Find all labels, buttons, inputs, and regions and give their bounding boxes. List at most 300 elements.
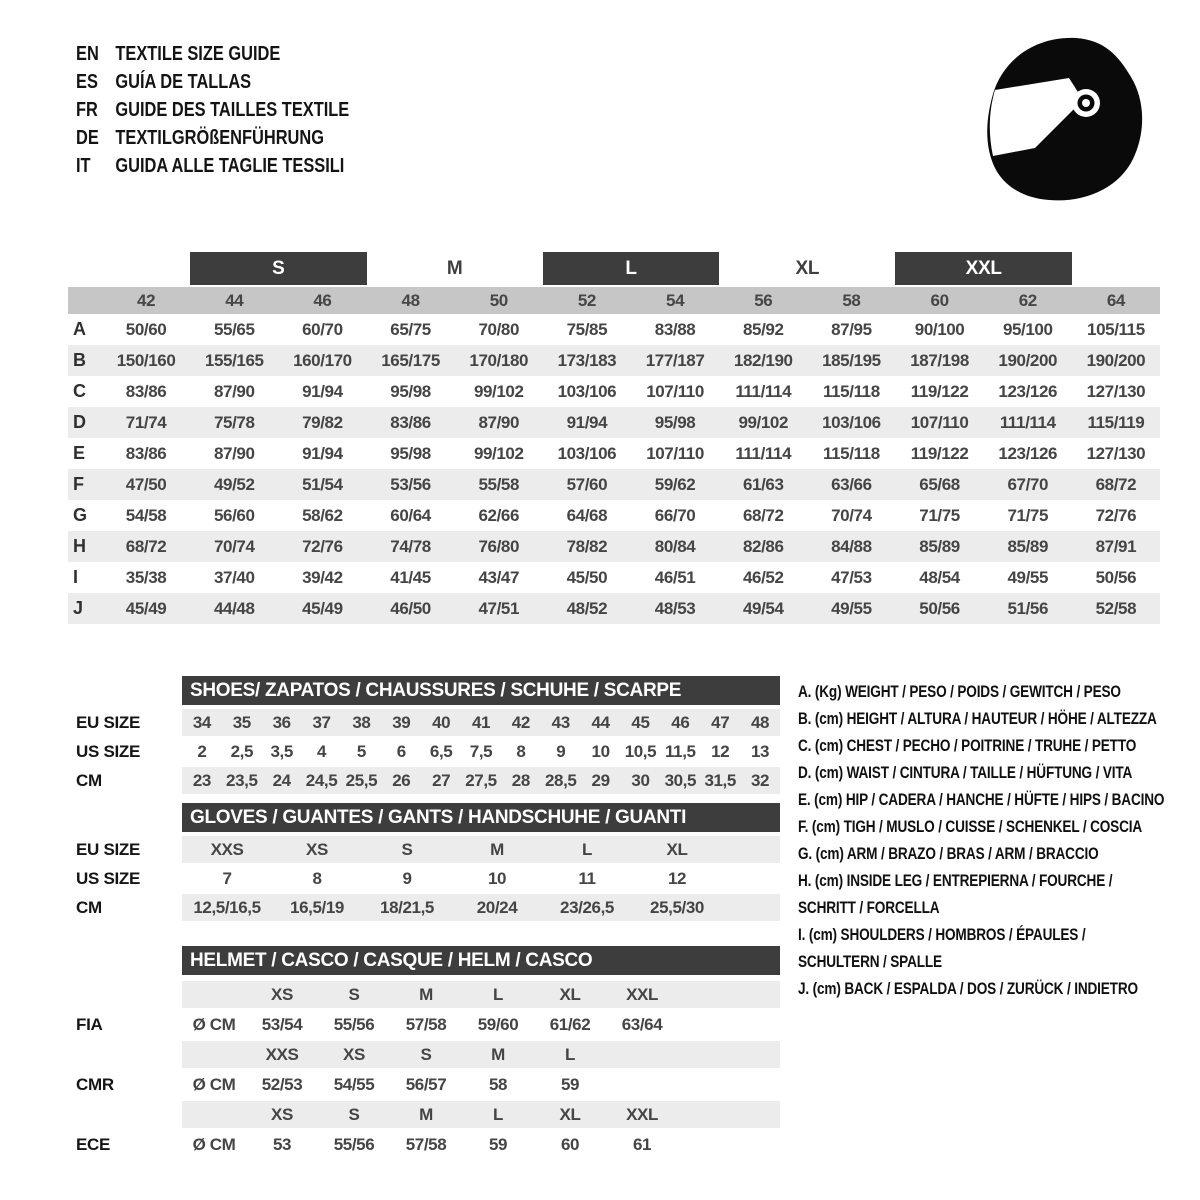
language-code: EN — [76, 43, 99, 65]
helmet-unit-cell: Ø CM — [192, 1014, 236, 1034]
helmet-size-cell: XL — [559, 984, 581, 1004]
helmet-value-cell: 52/53 — [261, 1074, 303, 1094]
helmet-value-cell: 55/56 — [333, 1134, 375, 1154]
size-value-cell: 115/118 — [823, 381, 880, 401]
helmet-standard-label: FIA — [76, 1014, 103, 1034]
language-title: TEXTILE SIZE GUIDE — [115, 43, 281, 65]
legend-item: G. (cm) ARM / BRAZO / BRAS / ARM / BRACCIO — [798, 844, 1099, 863]
size-value-cell: 111/114 — [735, 443, 792, 463]
shoes-cell: 30,5 — [664, 770, 697, 790]
helmet-size-cell: XL — [559, 1104, 581, 1124]
helmet-size-cell: L — [493, 984, 503, 1004]
helmet-size-cell: XXS — [265, 1044, 299, 1064]
shoes-cell: 6,5 — [429, 741, 453, 761]
row-label: US SIZE — [76, 868, 141, 888]
size-value-cell: 95/98 — [390, 443, 431, 463]
size-band-xl: XL — [795, 257, 820, 279]
size-value-cell: 182/190 — [733, 350, 793, 370]
size-value-cell: 76/80 — [478, 536, 520, 556]
gloves-cell: 16,5/19 — [290, 897, 344, 917]
shoes-cell: 37 — [312, 712, 331, 732]
helmet-value-cell: 59 — [488, 1134, 508, 1154]
size-value-cell: 187/198 — [910, 350, 969, 370]
gloves-cell: XS — [306, 839, 328, 859]
helmet-value-cell: 56/57 — [405, 1074, 447, 1094]
shoes-strip — [182, 767, 780, 794]
row-label: CM — [76, 897, 102, 917]
size-value-cell: 46/52 — [742, 567, 784, 587]
size-band-row — [68, 252, 1160, 285]
shoes-cell: 5 — [356, 741, 366, 761]
shoes-cell: 10 — [591, 741, 610, 761]
size-value-cell: 65/68 — [919, 474, 960, 494]
row-label: EU SIZE — [76, 712, 141, 732]
size-value-cell: 37/40 — [213, 567, 255, 587]
shoes-cell: 36 — [272, 712, 291, 732]
size-value-cell: 59/62 — [654, 474, 696, 494]
gloves-row — [68, 865, 780, 892]
language-row-it — [76, 152, 349, 180]
size-value-cell: 48/52 — [566, 598, 608, 618]
size-value-cell: 185/195 — [822, 350, 881, 370]
size-value-cell: 103/106 — [557, 381, 617, 401]
shoes-cell: 8 — [516, 741, 526, 761]
helmet-value-cell: 59/60 — [477, 1014, 519, 1034]
row-letter: B — [73, 350, 86, 370]
legend-item: C. (cm) CHEST / PECHO / POITRINE / TRUHE / PETTO — [798, 736, 1137, 755]
legend-item: I. (cm) SHOULDERS / HOMBROS / ÉPAULES / SCHULTERN / SPALLE — [798, 925, 1086, 971]
size-value-cell: 75/85 — [566, 319, 608, 339]
size-value-cell: 70/80 — [478, 319, 520, 339]
size-value-cell: 190/200 — [998, 350, 1058, 370]
shoes-cell: 13 — [751, 741, 770, 761]
size-value-cell: 46/51 — [654, 567, 696, 587]
shoes-row — [68, 767, 780, 794]
size-value-cell: 107/110 — [910, 412, 969, 432]
size-value-cell: 91/94 — [566, 412, 608, 432]
size-value-cell: 67/70 — [1007, 474, 1049, 494]
language-block — [76, 40, 409, 180]
size-value-cell: 119/122 — [910, 381, 969, 401]
row-letter: G — [73, 505, 87, 525]
shoes-cell: 7,5 — [469, 741, 493, 761]
size-value-cell: 87/90 — [213, 381, 255, 401]
size-value-cell: 99/102 — [473, 381, 524, 401]
size-value-cell: 87/91 — [1095, 536, 1137, 556]
visor-pivot-center — [1082, 99, 1090, 107]
size-column-header: 60 — [930, 290, 949, 310]
helmet-size-cell: S — [348, 984, 360, 1004]
language-title: GUÍA DE TALLAS — [115, 71, 252, 93]
helmet-value-cell: 59 — [560, 1074, 580, 1094]
size-value-cell: 70/74 — [213, 536, 255, 556]
racing-helmet-icon — [973, 28, 1163, 208]
size-value-cell: 173/183 — [557, 350, 617, 370]
size-value-cell: 85/89 — [919, 536, 960, 556]
size-value-cell: 111/114 — [735, 381, 792, 401]
gloves-strip — [182, 894, 780, 921]
size-band-s: S — [190, 252, 366, 285]
shoes-cell: 48 — [751, 712, 770, 732]
shoes-cell: 24 — [272, 770, 291, 790]
size-value-cell: 50/60 — [125, 319, 167, 339]
size-value-cell: 107/110 — [646, 443, 704, 463]
size-value-cell: 87/95 — [831, 319, 872, 339]
gloves-cell: 10 — [487, 868, 507, 888]
size-column-header: 56 — [754, 290, 773, 310]
size-value-cell: 91/94 — [302, 381, 343, 401]
size-value-cell: 111/114 — [999, 412, 1056, 432]
size-value-cell: 82/86 — [742, 536, 784, 556]
helmet-size-cell: XS — [271, 1104, 293, 1124]
size-table-row — [68, 376, 1160, 407]
gloves-cell: 11 — [578, 868, 596, 888]
size-value-cell: 71/75 — [919, 505, 960, 525]
size-band-xxl: XXL — [895, 252, 1071, 285]
language-code: FR — [76, 99, 98, 121]
shoes-row — [68, 738, 780, 765]
size-value-cell: 72/76 — [1095, 505, 1137, 525]
helmet-size-cell: M — [491, 1044, 505, 1064]
helmet-value-cell: 57/58 — [405, 1014, 447, 1034]
size-table-row — [68, 314, 1160, 345]
shoes-cell: 42 — [511, 712, 530, 732]
shoes-cell: 24,5 — [305, 770, 338, 790]
size-column-header: 62 — [1018, 290, 1037, 310]
gloves-section — [68, 803, 780, 923]
helmet-size-cell: XS — [343, 1044, 365, 1064]
language-title: TEXTILGRÖßENFÜHRUNG — [115, 127, 324, 149]
size-value-cell: 71/75 — [1007, 505, 1049, 525]
legend-item: D. (cm) WAIST / CINTURA / TAILLE / HÜFTUNG / VITA — [798, 763, 1133, 782]
helmet-size-spacer — [182, 1101, 246, 1128]
helmet-value-cell: 54/55 — [333, 1074, 375, 1094]
helmet-value-cell: 58 — [488, 1074, 508, 1094]
size-value-cell: 48/54 — [919, 567, 960, 587]
size-column-header: 54 — [666, 290, 685, 310]
size-value-cell: 85/89 — [1007, 536, 1049, 556]
size-value-cell: 53/56 — [390, 474, 431, 494]
size-table-row — [68, 593, 1160, 624]
size-column-header-row — [68, 287, 1160, 314]
helmet-value-cell: 61 — [632, 1134, 652, 1154]
helmet-size-strip — [182, 1101, 780, 1128]
size-table-row — [68, 531, 1160, 562]
size-value-cell: 91/94 — [302, 443, 343, 463]
size-value-cell: 43/47 — [478, 567, 520, 587]
size-value-cell: 44/48 — [213, 598, 255, 618]
size-value-cell: 99/102 — [473, 443, 524, 463]
size-value-cell: 103/106 — [557, 443, 617, 463]
helmet-value-cell: 55/56 — [333, 1014, 375, 1034]
size-value-cell: 49/52 — [213, 474, 255, 494]
size-value-cell: 123/126 — [998, 443, 1058, 463]
size-value-cell: 155/165 — [204, 350, 264, 370]
helmet-value-strip — [182, 1071, 780, 1098]
size-value-cell: 49/55 — [1007, 567, 1049, 587]
language-code: ES — [76, 71, 98, 93]
size-value-cell: 45/50 — [566, 567, 608, 587]
gloves-cell: XL — [666, 839, 688, 859]
size-value-cell: 48/53 — [654, 598, 696, 618]
language-row-fr — [76, 96, 349, 124]
size-value-cell: 41/45 — [390, 567, 431, 587]
size-value-cell: 51/56 — [1007, 598, 1049, 618]
size-value-cell: 49/54 — [742, 598, 784, 618]
helmet-size-cell: XXL — [626, 984, 658, 1004]
gloves-cell: 12,5/16,5 — [193, 897, 261, 917]
size-value-cell: 95/98 — [654, 412, 696, 432]
helmet-size-spacer — [182, 981, 246, 1008]
shoes-cell: 28,5 — [544, 770, 577, 790]
size-value-cell: 45/49 — [125, 598, 167, 618]
gloves-cell: 9 — [402, 868, 412, 888]
size-column-header: 64 — [1106, 290, 1125, 310]
size-column-header: 42 — [137, 290, 156, 310]
size-value-cell: 119/122 — [910, 443, 969, 463]
gloves-cell: S — [401, 839, 413, 859]
helmet-section — [68, 946, 780, 1161]
size-value-cell: 170/180 — [469, 350, 529, 370]
size-value-cell: 68/72 — [125, 536, 167, 556]
size-band-m: M — [446, 257, 463, 279]
size-value-cell: 50/56 — [1095, 567, 1137, 587]
size-value-cell: 84/88 — [831, 536, 872, 556]
helmet-table-body — [68, 981, 780, 1158]
size-value-cell: 45/49 — [302, 598, 343, 618]
size-value-cell: 65/75 — [390, 319, 431, 339]
helmet-size-cell: S — [348, 1104, 360, 1124]
size-value-cell: 47/50 — [125, 474, 167, 494]
gloves-row — [68, 836, 780, 863]
shoes-cell: 10,5 — [624, 741, 657, 761]
row-label: EU SIZE — [76, 839, 141, 859]
size-value-cell: 56/60 — [213, 505, 255, 525]
size-table-row — [68, 500, 1160, 531]
shoes-cell: 39 — [392, 712, 411, 732]
helmet-unit-cell: Ø CM — [192, 1074, 236, 1094]
helmet-table-title: HELMET / CASCO / CASQUE / HELM / CASCO — [182, 946, 780, 975]
gloves-table-body — [68, 836, 780, 921]
legend-item: F. (cm) TIGH / MUSLO / CUISSE / SCHENKEL / COSCIA — [798, 817, 1143, 836]
row-letter: H — [73, 536, 86, 556]
size-value-cell: 71/74 — [125, 412, 167, 432]
helmet-unit-cell: Ø CM — [192, 1134, 236, 1154]
language-code: DE — [76, 127, 99, 149]
size-value-cell: 35/38 — [125, 567, 167, 587]
shoes-cell: 43 — [551, 712, 570, 732]
size-value-cell: 47/51 — [478, 598, 520, 618]
size-value-cell: 95/98 — [390, 381, 431, 401]
gloves-strip — [182, 836, 780, 863]
shoes-table-body — [68, 709, 780, 794]
size-value-cell: 46/50 — [390, 598, 431, 618]
shoes-cell: 45 — [631, 712, 650, 732]
helmet-size-header-row — [68, 981, 780, 1008]
size-value-cell: 66/70 — [654, 505, 696, 525]
size-value-cell: 99/102 — [738, 412, 789, 432]
shoes-cell: 2,5 — [230, 741, 253, 761]
size-value-cell: 60/70 — [302, 319, 343, 339]
shoes-cell: 12 — [711, 741, 730, 761]
shoes-cell: 23 — [192, 770, 211, 790]
size-value-cell: 83/88 — [654, 319, 696, 339]
shoes-cell: 46 — [671, 712, 690, 732]
size-value-cell: 83/86 — [390, 412, 431, 432]
helmet-size-cell: XS — [271, 984, 293, 1004]
language-row-en — [76, 40, 349, 68]
language-title: GUIDA ALLE TAGLIE TESSILI — [115, 155, 345, 177]
legend-item: H. (cm) INSIDE LEG / ENTREPIERNA / FOURCHE / SCHRITT / FORCELLA — [798, 871, 1113, 917]
size-value-cell: 105/115 — [1087, 319, 1145, 339]
shoes-cell: 29 — [591, 770, 610, 790]
size-value-cell: 51/54 — [302, 474, 343, 494]
helmet-size-header-row — [68, 1101, 780, 1128]
size-value-cell: 87/90 — [213, 443, 255, 463]
size-column-header: 48 — [401, 290, 420, 310]
size-column-header: 52 — [577, 290, 596, 310]
size-value-cell: 80/84 — [654, 536, 696, 556]
language-code: IT — [76, 155, 91, 177]
size-table-row — [68, 562, 1160, 593]
size-value-cell: 58/62 — [302, 505, 343, 525]
measurement-legend — [798, 678, 1166, 1002]
helmet-size-strip — [182, 1041, 780, 1068]
helmet-standard-row — [68, 1011, 780, 1038]
size-value-cell: 177/187 — [645, 350, 705, 370]
size-value-cell: 115/118 — [823, 443, 880, 463]
shoes-strip — [182, 738, 780, 765]
size-value-cell: 123/126 — [998, 381, 1058, 401]
gloves-cell: 8 — [312, 868, 322, 888]
gloves-cell: L — [582, 839, 592, 859]
size-value-cell: 55/58 — [478, 474, 520, 494]
size-column-header: 46 — [313, 290, 332, 310]
row-letter: J — [73, 598, 83, 618]
size-value-cell: 78/82 — [566, 536, 608, 556]
shoes-cell: 4 — [316, 741, 327, 761]
gloves-strip — [182, 865, 780, 892]
size-value-cell: 47/53 — [831, 567, 872, 587]
language-row-es — [76, 68, 349, 96]
gloves-cell: 20/24 — [476, 897, 518, 917]
shoes-cell: 28 — [511, 770, 530, 790]
helmet-standard-row — [68, 1071, 780, 1098]
helmet-value-cell: 60 — [560, 1134, 580, 1154]
size-value-cell: 52/58 — [1095, 598, 1137, 618]
column-header-spacer — [68, 287, 102, 314]
shoes-cell: 40 — [432, 712, 451, 732]
shoes-cell: 2 — [197, 741, 207, 761]
helmet-value-strip — [182, 1131, 780, 1158]
size-value-cell: 83/86 — [125, 443, 167, 463]
size-value-cell: 68/72 — [742, 505, 784, 525]
helmet-size-cell: M — [419, 984, 433, 1004]
language-row-de — [76, 124, 349, 152]
gloves-cell: M — [490, 839, 504, 859]
legend-item: B. (cm) HEIGHT / ALTURA / HAUTEUR / HÖHE / ALTEZZA — [798, 709, 1157, 728]
textile-size-table — [68, 252, 1160, 624]
row-letter: A — [73, 319, 86, 339]
size-value-cell: 49/55 — [831, 598, 872, 618]
helmet-size-cell: XXL — [626, 1104, 658, 1124]
size-value-cell: 95/100 — [1002, 319, 1053, 339]
size-value-cell: 61/63 — [742, 474, 784, 494]
helmet-value-cell: 53 — [272, 1134, 292, 1154]
shoes-cell: 47 — [711, 712, 730, 732]
row-label: CM — [76, 770, 102, 790]
helmet-size-cell: M — [419, 1104, 433, 1124]
shoes-table-title: SHOES/ ZAPATOS / CHAUSSURES / SCHUHE / SCARPE — [182, 676, 780, 705]
row-letter: E — [73, 443, 85, 463]
shoes-cell: 3,5 — [270, 741, 293, 761]
helmet-size-spacer — [182, 1041, 246, 1068]
size-column-header: 58 — [842, 290, 861, 310]
row-letter: F — [73, 474, 84, 494]
size-value-cell: 70/74 — [831, 505, 872, 525]
size-value-cell: 83/86 — [125, 381, 167, 401]
shoes-cell: 41 — [471, 712, 491, 732]
shoes-cell: 11,5 — [665, 741, 696, 761]
helmet-size-strip — [182, 981, 780, 1008]
legend-item: J. (cm) BACK / ESPALDA / DOS / ZURÜCK / INDIETRO — [798, 979, 1138, 998]
shoes-cell: 31,5 — [704, 770, 736, 790]
shoes-cell: 34 — [192, 712, 211, 732]
shoes-row — [68, 709, 780, 736]
size-value-cell: 103/106 — [822, 412, 881, 432]
row-letter: C — [73, 381, 86, 401]
size-value-cell: 54/58 — [125, 505, 167, 525]
size-value-cell: 75/78 — [213, 412, 255, 432]
row-label: US SIZE — [76, 741, 141, 761]
size-value-cell: 150/160 — [116, 350, 176, 370]
gloves-cell: 23/26,5 — [560, 897, 614, 917]
shoes-cell: 23,5 — [226, 770, 258, 790]
size-value-cell: 72/76 — [302, 536, 343, 556]
helmet-value-strip — [182, 1011, 780, 1038]
size-table-body — [68, 314, 1160, 624]
size-column-header: 44 — [225, 290, 244, 310]
gloves-cell: 18/21,5 — [380, 897, 434, 917]
size-value-cell: 85/92 — [742, 319, 784, 339]
gloves-table-title: GLOVES / GUANTES / GANTS / HANDSCHUHE / GUANTI — [182, 803, 780, 832]
size-value-cell: 39/42 — [302, 567, 343, 587]
legend-item: E. (cm) HIP / CADERA / HANCHE / HÜFTE / HIPS / BACINO — [798, 790, 1165, 809]
size-value-cell: 127/130 — [1086, 381, 1146, 401]
size-value-cell: 68/72 — [1095, 474, 1137, 494]
row-letter: D — [73, 412, 86, 432]
helmet-standard-label: ECE — [76, 1134, 111, 1154]
shoes-cell: 26 — [392, 770, 411, 790]
size-value-cell: 63/66 — [831, 474, 872, 494]
size-value-cell: 190/200 — [1086, 350, 1146, 370]
size-value-cell: 115/119 — [1087, 412, 1145, 432]
shoes-cell: 9 — [556, 741, 566, 761]
helmet-size-cell: L — [493, 1104, 503, 1124]
helmet-value-cell: 63/64 — [621, 1014, 663, 1034]
gloves-cell: 12 — [667, 868, 687, 888]
size-value-cell: 160/170 — [293, 350, 352, 370]
legend-item: A. (Kg) WEIGHT / PESO / POIDS / GEWITCH / PESO — [798, 682, 1121, 701]
shoes-cell: 38 — [352, 712, 371, 732]
size-value-cell: 50/56 — [919, 598, 960, 618]
size-table-row — [68, 469, 1160, 500]
shoes-cell: 27 — [432, 770, 451, 790]
row-letter: I — [73, 567, 78, 587]
size-value-cell: 90/100 — [914, 319, 965, 339]
size-value-cell: 107/110 — [646, 381, 704, 401]
size-value-cell: 62/66 — [478, 505, 520, 525]
